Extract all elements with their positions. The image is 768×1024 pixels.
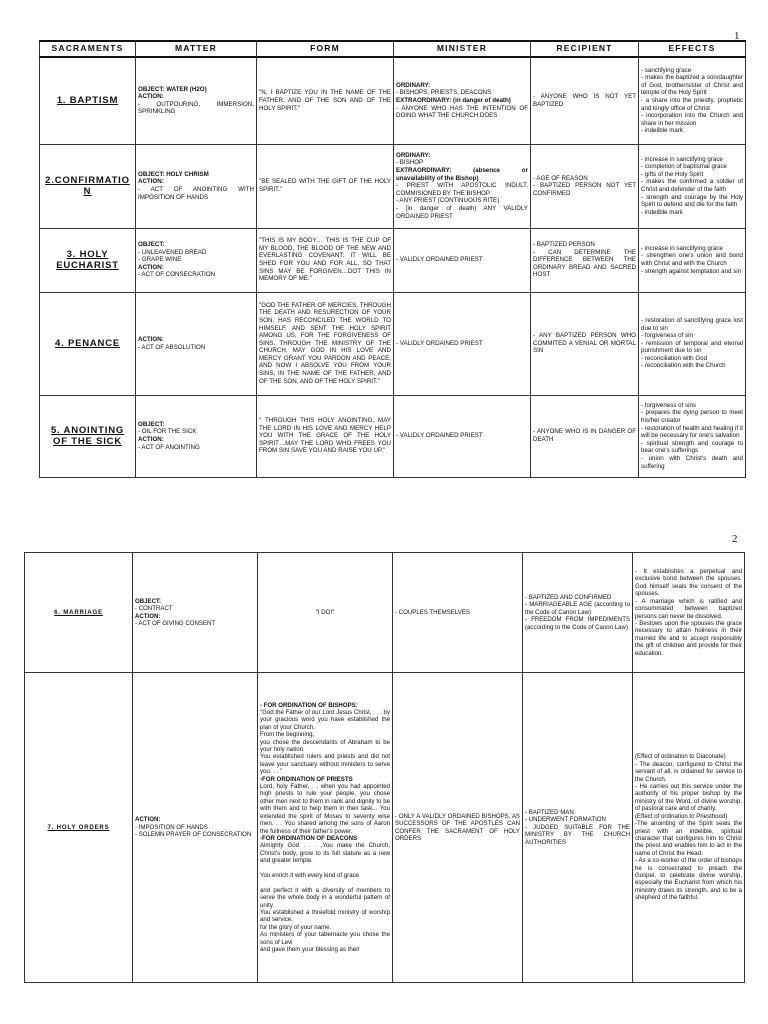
matter-cell-line: ACTION: (135, 612, 161, 620)
sacrament-name-text: 6. MARRIAGE (54, 608, 103, 616)
effects-cell-line: - Bestows upon the spouses the grace necessary to attain holiness in their married life and to accept responsibly the gift of children and provide for their education. (635, 619, 742, 657)
effects-cell-line: - It establishes a perpetual and exclusive bond between the spouses. God himself seals the consent of the spouses. (635, 568, 742, 598)
matter-cell (136, 57, 257, 144)
effects-cell-line: - a share into the priestly, prophetic and kingly office of Christ (641, 96, 743, 112)
minister-cell-line: - COUPLES THEMSELVES (395, 608, 470, 616)
recipient-cell (531, 292, 639, 395)
recipient-cell-line: - UNDERWENT FORMATION (525, 816, 606, 824)
recipient-cell (531, 228, 639, 292)
minister-cell (394, 395, 531, 477)
recipient-cell-line: - BAPTIZED MAN (525, 808, 574, 816)
recipient-cell (531, 57, 639, 144)
sacrament-row (25, 673, 745, 983)
matter-cell-line: OBJECT: WATER (H2O) (138, 85, 207, 93)
minister-cell-line: ORDINARY: (396, 151, 431, 159)
matter-cell-line: - OUTPOURING, IMMERSION, SPRINKLING (138, 100, 254, 116)
matter-cell-line: ACTION: (138, 178, 164, 186)
matter-cell-line: - ACT OF GIVING CONSENT (135, 619, 216, 627)
effects-cell-line: - forgiveness of sin (641, 332, 693, 340)
recipient-cell (523, 673, 633, 983)
form-cell (257, 228, 394, 292)
matter-cell-line: - GRAPE WINE (138, 256, 182, 264)
matter-cell (133, 553, 258, 673)
matter-cell-line: - ACT OF ANOINTING WITH IMPOSITION OF HANDS (138, 186, 254, 201)
sacrament-name-text: 2.CONFIRMATION (45, 175, 130, 197)
page-number-2: 2 (732, 533, 738, 545)
effects-cell-line: - increase in sanctifying grace (641, 155, 723, 163)
matter-cell-line: - ACT OF ANOINTING (138, 443, 200, 451)
matter-cell-line: OBJECT: HOLY CHRISM (138, 170, 209, 178)
effects-cell-line: -The anointing of the Spirit seals the priest with an indelible, spiritual character that configures him to Christ the priest and enables him to act in the name of Christ the Head. (635, 820, 742, 857)
form-cell-line: "God the Father of our Lord Jesus Christ, . . . by your gracious word you have established the plan of your Church. (260, 709, 390, 731)
form-cell-line: Lord, holy Father, . . when you had appointed high priests to rule your people, you chose other men next to them in rank and dignity to be with them and to help them in their task... You extended the spirit of Moses to seventy wise men. . . You shared among the sons of Aaron the fullness of their father's power. (260, 783, 390, 835)
minister-cell-line: ORDINARY: (396, 81, 431, 89)
form-cell-line: and gave them your blessing as their (260, 946, 360, 953)
minister-cell (393, 553, 523, 673)
sacraments-table-page-2 (24, 552, 745, 983)
matter-cell-line: - ACT OF ABSOLUTION (138, 343, 206, 351)
sacrament-name-text: 5. ANOINTING OF THE SICK (50, 425, 125, 447)
recipient-cell-line: - AGE OF REASON (533, 174, 588, 182)
minister-cell-line: - VALIDLY ORDAINED PRIEST (396, 432, 483, 440)
minister-cell (394, 144, 531, 228)
matter-cell-line: OBJECT: (135, 597, 162, 605)
effects-cell-line: - restoration of sanctifying grace lost due to sin (641, 316, 743, 332)
minister-cell-line: EXTRAORDINARY: (absence or unavailability of the Bishop) (396, 167, 528, 182)
form-cell (258, 553, 393, 673)
recipient-cell-line: - BAPTIZED PERSON NOT YET CONFIRMED (533, 182, 636, 197)
header-sacraments: SACRAMENTS (40, 41, 136, 57)
recipient-cell-line: - ANYONE WHO IS IN DANGER OF DEATH (533, 428, 636, 443)
recipient-cell-line: - ANY BAPTIZED PERSON WHO COMMITED A VENIAL OR MORTAL SIN (533, 332, 636, 355)
effects-cell-line: - sanctifying grace (641, 66, 692, 74)
sacrament-row (40, 292, 746, 395)
matter-cell-line: - CONTRACT (135, 605, 173, 613)
effects-cell-line: - forgiveness of sins (641, 401, 697, 409)
recipient-cell-line: - BAPTIZED AND CONFIRMED (525, 593, 612, 601)
effects-cell-line: - reconciliation with God (641, 354, 708, 362)
header-row (40, 41, 746, 57)
effects-cell-line: - remission of temporal and eternal punishment due to sin (641, 339, 743, 355)
page-number-1: 1 (734, 30, 740, 42)
effects-cell-line: - reconciliation with the Church (641, 362, 726, 370)
recipient-cell (531, 144, 639, 228)
matter-cell-line: OBJECT: (138, 420, 165, 428)
sacrament-name (40, 292, 136, 395)
effects-cell (639, 395, 746, 477)
form-cell (257, 395, 394, 477)
header-effects: EFFECTS (639, 41, 746, 57)
form-cell (257, 57, 394, 144)
effects-cell (639, 228, 746, 292)
matter-cell-line: - OIL FOR THE SICK (138, 428, 197, 436)
effects-cell-line: - strength against temptation and sin (641, 267, 742, 275)
effects-cell-line: - The deacon, configured to Christ the servant of all, is ordained for service to the Church. (635, 760, 742, 783)
effects-cell-line: - indelible mark (641, 208, 683, 216)
effects-cell-line: - union with Christ's death and suffering (641, 454, 743, 470)
form-cell-text: "N, I BAPTIZE YOU IN THE NAME OF THE FATHER, AND OF THE SON AND OF THE HOLY SPIRIT." (259, 89, 391, 112)
effects-cell-line: - restoration of health and healing if it will be necessary for one's salvation (641, 424, 743, 440)
effects-cell-line: - spiritual strength and courage to bear one's sufferings (641, 439, 743, 455)
sacrament-name (25, 673, 133, 983)
effects-cell-line: - strengthen one's union and bond with Christ and with the Church (641, 252, 743, 267)
form-cell-line (260, 865, 390, 872)
matter-cell-line: - IMPOSITION OF HANDS (135, 823, 208, 831)
header-matter: MATTER (136, 41, 257, 57)
form-cell-line: You established rulers and priests and did not leave your sanctuary without ministers to serve you. . . " (260, 753, 390, 776)
form-cell-line: From the beginning, (260, 731, 315, 739)
sacrament-row (25, 553, 745, 673)
effects-cell-line: - A marriage which is ratified and consummated between baptized persons can never be dissolved. (635, 597, 742, 620)
matter-cell-line: ACTION: (138, 436, 164, 443)
sacrament-row (40, 228, 746, 292)
effects-cell-line: - makes the baptized a son/daughter of God, brother/sister of Christ and temple of the Holy Spirit (641, 74, 743, 97)
matter-cell-line: ACTION: (138, 335, 164, 343)
effects-cell-line: - completion of baptismal grace (641, 163, 727, 171)
form-cell-text: "THIS IS MY BODY… THIS IS THE CUP OF MY BLOOD, THE BLOOD OF THE NEW AND EVERLASTING COVENANT; IT WILL BE SHED FOR YOU AND FOR ALL, SO THAT SINS MAY BE FORGIVEN…DOT THIS IN MEMORY OF ME." (259, 237, 391, 283)
minister-cell-line: - ANYONE WHO HAS THE INTENTION OF DOING WHAT THE CHURCH DOES (396, 104, 528, 120)
matter-cell-line: - SOLEMN PRAYER OF CONSECRATION (135, 831, 252, 839)
minister-cell-line: - VALIDLY ORDAINED PRIEST (396, 256, 483, 264)
matter-cell-line: ACTION: (138, 263, 164, 271)
sacrament-name (40, 144, 136, 228)
minister-cell-line: EXTRAORDINARY: (in danger of death) (396, 96, 511, 104)
sacrament-row (40, 57, 746, 144)
minister-cell-line: - (in danger of death) ANY VALIDLY ORDAINED PRIEST (396, 204, 528, 220)
effects-cell (639, 144, 746, 228)
recipient-cell-line: - ANYONE WHO IS NOT YET BAPTIZED (533, 93, 636, 108)
minister-cell-line: - BISHOPS, PRIESTS, DEACONS (396, 89, 492, 97)
effects-cell (633, 553, 745, 673)
matter-cell (136, 395, 257, 477)
minister-cell (394, 292, 531, 395)
effects-cell (639, 292, 746, 395)
matter-cell (136, 228, 257, 292)
effects-cell-line: - makes the confirmed a soldier of Christ and defender of the faith (641, 178, 743, 193)
recipient-cell-line: - MARRIAGEABLE AGE (according to the Code of Canon Law) (525, 601, 630, 616)
effects-cell-line: - incorporation into the Church and share in her mission (641, 112, 743, 127)
minister-cell-line: - VALIDLY ORDAINED PRIEST (396, 339, 483, 347)
sacraments-table-page-1 (39, 40, 746, 478)
form-cell-line: -FOR ORDINATION OF PRIESTS (260, 775, 353, 783)
form-cell-line: As ministers of your tabernacle you chose the sons of Levi (260, 931, 390, 946)
sacrament-name (40, 395, 136, 477)
sacrament-row (40, 144, 746, 228)
form-cell (258, 673, 393, 983)
form-cell-text: "BE SEALED WITH THE GIFT OF THE HOLY SPIRIT." (259, 178, 391, 193)
form-cell-line: -FOR ORDINATION OF DEACONS (260, 834, 358, 842)
form-cell-line: You established a threefold ministry of worship and service, (260, 908, 390, 924)
effects-cell-line: - He carries out this service under the authority of his proper bishop by the ministry of the Word, of divine worship, of pastoral care and of charity. (635, 783, 742, 813)
form-cell-text: "GOD THE FATHER OF MERCIES, THROUGH THE DEATH AND RESURECTION OF YOUR SON, HAS RECONCILED THE WORLD TO HIMSELF, AND SENT THE HOLY SPIRIT AMONG US, FOR THE FORGIVENESS OF SINS. THROUGH THE MINISTRY OF THE CHURCH, MAY GOD IN HIS LOVE AND MERCY GRANT YOU PARDON AND PEACE, AND NOW I ABSOLVE YOU FROM YOUR SINS, IN THE NAME OF THE FATHER, AND OF THE SON, AND OF THE HOLY SPIRIT." (259, 301, 391, 385)
minister-cell (394, 228, 531, 292)
sacrament-name-text: 1. BAPTISM (56, 95, 119, 107)
minister-cell-line: - PRIEST WITH APOSTOLIC INDULT, COMMISIONED BY THE BISHOP (396, 182, 528, 197)
effects-cell (633, 673, 745, 983)
effects-cell (639, 57, 746, 144)
minister-cell-line: - ONLY A VALIDLY ORDAINED BISHOPS, AS SUCCESSORS OF THE APOSTLES CAN CONFER THE SACRAMENT OF HOLY ORDERS (395, 812, 520, 842)
matter-cell (136, 144, 257, 228)
minister-cell (393, 673, 523, 983)
sacrament-row (40, 395, 746, 477)
form-cell (257, 144, 394, 228)
sacrament-name (40, 228, 136, 292)
minister-cell-line: - ANY PRIEST (CONTINUOUS RITE) (396, 197, 500, 205)
form-cell-text: "I DO!" (315, 608, 335, 616)
form-cell-line: You enrich it with every kind of grace (260, 871, 360, 879)
effects-cell-line: - prepares the dying person to meet his/her creator (641, 409, 743, 425)
matter-cell-line: OBJECT: (138, 241, 165, 249)
form-cell-text: " THROUGH THIS HOLY ANOINTING, MAY THE LORD IN HIS LOVE AND MERCY HELP YOU WITH THE GRACE OF THE HOLY SPIRIT…MAY THE LORD WHO FREES YOU FROM SIN SAVE YOU AND RAISE YOU UP." (259, 417, 391, 455)
recipient-cell-line: - JUDGED SUITABLE FOR THE MINISTRY BY THE CHURCH AUTHORITIES (525, 823, 630, 846)
effects-cell-line: (Effect of ordination to Priesthood) (635, 812, 728, 820)
form-cell (257, 292, 394, 395)
minister-cell-line: - BISHOP (396, 159, 424, 167)
effects-cell-line: - gifts of the Holy Spirit (641, 170, 704, 178)
sacrament-name-text: 4. PENANCE (54, 338, 120, 349)
recipient-cell-line: - FREEDOM FROM IMPEDIMENTS (according to the Code of Canon Law) (525, 616, 630, 631)
form-cell-line: and perfect it with a diversity of members to serve the whole body in a wonderful pattern of unity. (260, 886, 390, 909)
sacrament-name-text: 7. HOLY ORDERS (47, 823, 110, 831)
minister-cell (394, 57, 531, 144)
effects-cell-line: - strength and courage by the Holy Spirit to defend and die for the faith (641, 193, 743, 209)
matter-cell-line: - ACT OF CONSECRATION (138, 271, 216, 279)
sacrament-name (40, 57, 136, 144)
matter-cell-line: ACTION: (135, 816, 161, 824)
form-cell-line (260, 879, 390, 886)
matter-cell-line: ACTION: (138, 93, 164, 101)
header-form: FORM (257, 41, 394, 57)
recipient-cell-line: - CAN DETERMINE THE DIFFERENCE BETWEEN THE ORDINARY BREAD AND SACRED HOST (533, 248, 636, 279)
recipient-cell (523, 553, 633, 673)
matter-cell (133, 673, 258, 983)
sacrament-name (25, 553, 133, 673)
effects-cell-line: - As a co-worker of the order of bishops he is consecrated to preach the Gospel, to celebrate divine worship, especially the Eucharist from which his ministry draws its strength, and to be a shepherd of the faithful. (635, 857, 742, 902)
effects-cell-line: - increase in sanctifying grace (641, 244, 723, 252)
matter-cell (136, 292, 257, 395)
sacrament-name-text: 3. HOLY EUCHARIST (56, 249, 119, 271)
form-cell-line: for the glory of your name. (260, 923, 332, 931)
recipient-cell (531, 395, 639, 477)
header-recipient: RECIPIENT (531, 41, 639, 57)
form-cell-line: Almighty God . . . ,You make the Church, Christ's body, grow to its full stature as a new and greater temple. (260, 842, 390, 865)
effects-cell-line: (Effect of ordination to Diaconate) (635, 753, 726, 761)
effects-cell-line: - indelible mark (641, 127, 683, 135)
form-cell-line: - FOR ORDINATION OF BISHOPS: (260, 701, 358, 709)
recipient-cell-line: - BAPTIZED PERSON (533, 241, 595, 249)
form-cell-line: you chose the descendants of Abraham to be your holy nation. (260, 738, 390, 754)
header-minister: MINISTER (394, 41, 531, 57)
matter-cell-line: - UNLEAVENED BREAD (138, 248, 207, 256)
